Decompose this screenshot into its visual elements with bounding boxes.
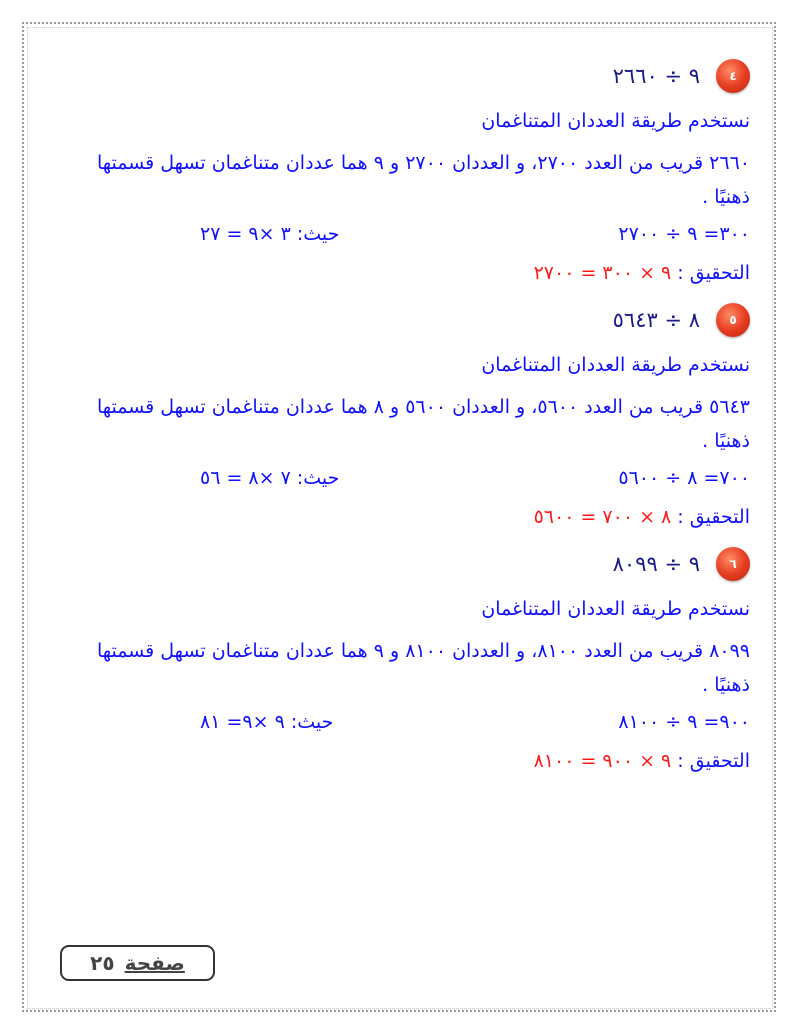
page-label: صفحة bbox=[124, 951, 185, 975]
division-equation: ٧٠٠= ٨ ÷ ٥٦٠٠ bbox=[618, 467, 750, 489]
check-label: التحقيق : bbox=[677, 506, 750, 528]
explanation-text: ٥٦٤٣ قريب من العدد ٥٦٠٠، و العددان ٥٦٠٠ و ٨ هما عددان متناغمان تسهل قسمتها ذهنيًا . bbox=[96, 396, 750, 452]
problem-number-badge: ٦ bbox=[716, 547, 750, 581]
method-text: نستخدم طريقة العددان المتناغمان bbox=[481, 110, 750, 132]
division-equation: ٣٠٠= ٩ ÷ ٢٧٠٠ bbox=[618, 223, 750, 245]
check-value: ٩ × ٩٠٠ = ٨١٠٠ bbox=[533, 750, 672, 772]
problem-expression: ٩ ÷ ٢٦٦٠ bbox=[612, 64, 700, 88]
multiplication-fact: حيث: ٧ ×٨ = ٥٦ bbox=[200, 467, 340, 489]
problem-number-badge: ٥ bbox=[716, 303, 750, 337]
equation-row bbox=[80, 214, 750, 254]
problem-header bbox=[80, 294, 750, 346]
method-text: نستخدم طريقة العددان المتناغمان bbox=[481, 598, 750, 620]
equation-row bbox=[80, 458, 750, 498]
check-label: التحقيق : bbox=[677, 750, 750, 772]
explanation-text: ٨٠٩٩ قريب من العدد ٨١٠٠، و العددان ٨١٠٠ و ٩ هما عددان متناغمان تسهل قسمتها ذهنيًا . bbox=[96, 640, 750, 696]
problem-header bbox=[80, 50, 750, 102]
explanation-text: ٢٦٦٠ قريب من العدد ٢٧٠٠، و العددان ٢٧٠٠ و ٩ هما عددان متناغمان تسهل قسمتها ذهنيًا . bbox=[96, 152, 750, 208]
problem-expression: ٩ ÷ ٨٠٩٩ bbox=[612, 552, 700, 576]
multiplication-fact: حيث: ٣ ×٩ = ٢٧ bbox=[200, 223, 340, 245]
check-line bbox=[80, 742, 750, 780]
multiplication-fact: حيث: ٩ ×٩= ٨١ bbox=[200, 711, 334, 733]
problem-section-6 bbox=[80, 538, 750, 780]
problem-expression: ٨ ÷ ٥٦٤٣ bbox=[612, 308, 700, 332]
check-line bbox=[80, 254, 750, 292]
check-line bbox=[80, 498, 750, 536]
division-equation: ٩٠٠= ٩ ÷ ٨١٠٠ bbox=[618, 711, 750, 733]
check-value: ٩ × ٣٠٠ = ٢٧٠٠ bbox=[533, 262, 672, 284]
page-content bbox=[80, 50, 750, 782]
method-text: نستخدم طريقة العددان المتناغمان bbox=[481, 354, 750, 376]
equation-row bbox=[80, 702, 750, 742]
problem-section-4 bbox=[80, 50, 750, 292]
page-number-badge bbox=[60, 945, 215, 981]
problem-header bbox=[80, 538, 750, 590]
problem-section-5 bbox=[80, 294, 750, 536]
problem-number-badge: ٤ bbox=[716, 59, 750, 93]
check-label: التحقيق : bbox=[677, 262, 750, 284]
check-value: ٨ × ٧٠٠ = ٥٦٠٠ bbox=[533, 506, 672, 528]
page-number: ٢٥ bbox=[90, 951, 115, 975]
